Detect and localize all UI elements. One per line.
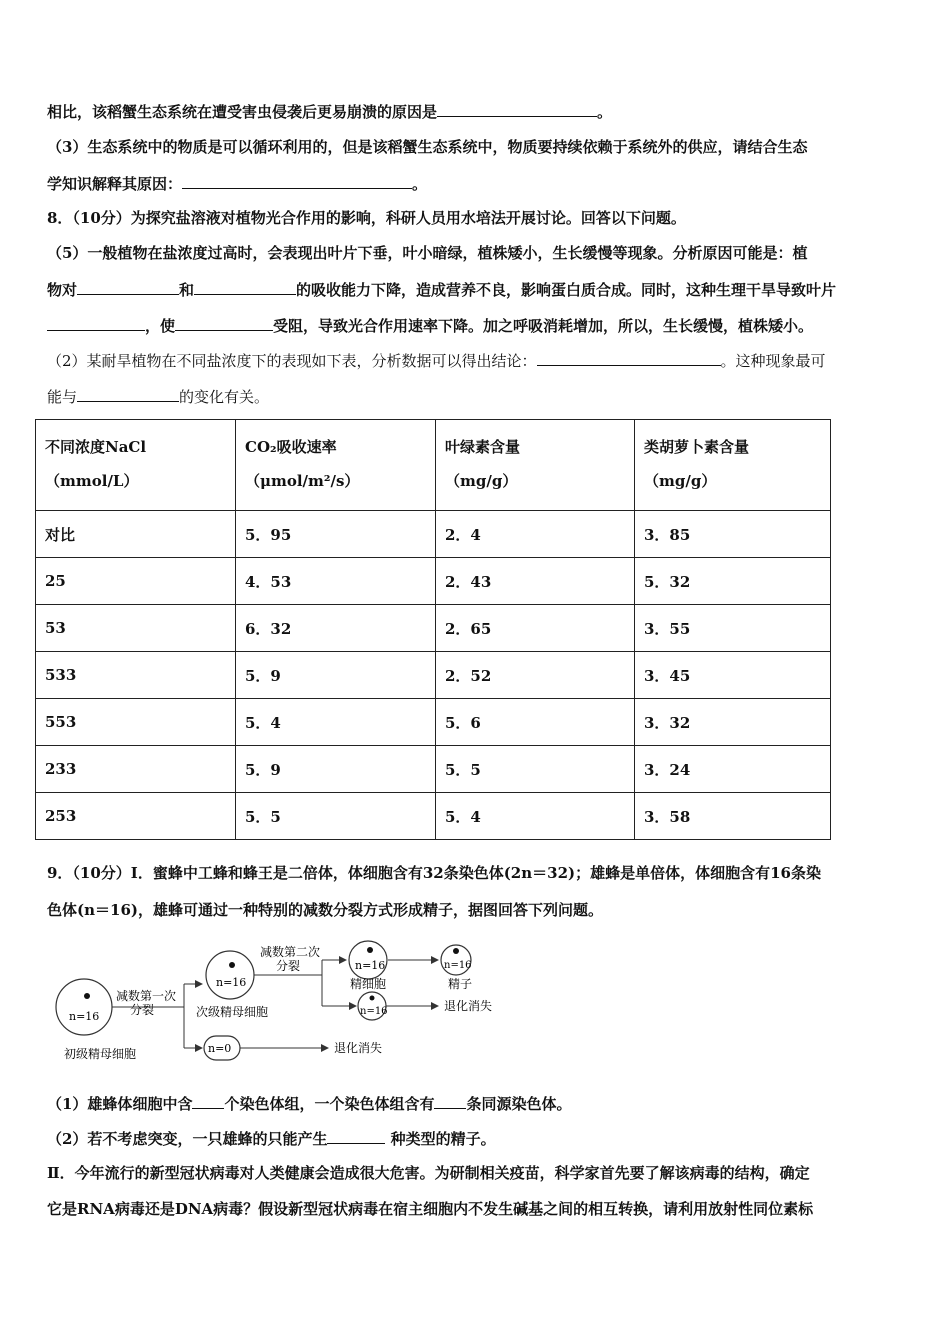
cell-label: n=16 (360, 1006, 388, 1017)
table-cell: 5．9 (236, 746, 436, 793)
table-cell: 533 (36, 652, 236, 699)
zero-cell (204, 1036, 240, 1060)
table-cell: 553 (36, 699, 236, 746)
table-cell: 25 (36, 558, 236, 605)
header-unit: （mg/g） (445, 472, 518, 490)
nacl-data-table (35, 419, 831, 840)
text-segment: 。 (412, 175, 428, 193)
table-cell: 3．32 (635, 699, 831, 746)
table-row (36, 746, 831, 793)
answer-blank[interactable] (327, 1127, 385, 1144)
question-9-title (47, 862, 910, 884)
table-cell: 53 (36, 605, 236, 652)
table-row (36, 699, 831, 746)
text-line (47, 1162, 910, 1184)
table-header-cell (436, 420, 635, 511)
table-cell: 3．85 (635, 511, 831, 558)
text-segment: （1）雄蜂体细胞中含 (47, 1095, 193, 1113)
text-line (47, 349, 910, 372)
text-line (47, 242, 910, 264)
secondary-label: 次级精母细胞 (196, 1005, 269, 1019)
secondary-spermatocyte (196, 951, 268, 1019)
header-unit: （μmol/m²/s） (245, 472, 360, 490)
answer-blank[interactable] (192, 1092, 224, 1109)
text-line (47, 314, 910, 337)
text-segment: Ⅱ．今年流行的新型冠状病毒对人类健康会造成很大危害。为研制相关疫苗，科学家首先要了解该病毒的结构，确定 (47, 1164, 810, 1182)
table-cell: 5．5 (436, 746, 635, 793)
table-cell: 对比 (36, 511, 236, 558)
table-cell: 2．4 (436, 511, 635, 558)
spermatid (349, 941, 387, 991)
text-segment: 色体(n＝16)，雄蜂可通过一种特别的减数分裂方式形成精子，据图回答下列问题。 (47, 901, 603, 919)
table-header-row (36, 420, 831, 511)
small-degenerate-cell (358, 992, 388, 1020)
sperm (441, 945, 472, 991)
spermatid-label: 精细胞 (350, 977, 387, 991)
table-header-cell (236, 420, 436, 511)
text-segment: 8．（10分）为探究盐溶液对植物光合作用的影响，科研人员用水培法开展讨论。回答以下问题。 (47, 209, 686, 227)
degenerate-label: 退化消失 (444, 999, 493, 1013)
header-text: 不同浓度NaCl (45, 438, 147, 456)
table-row (36, 511, 831, 558)
text-segment: 学知识解释其原因： (47, 175, 183, 193)
table-cell: 3．24 (635, 746, 831, 793)
header-text: CO₂吸收速率 (245, 438, 337, 456)
header-unit: （mmol/L） (45, 472, 139, 490)
header-text: 叶绿素含量 (445, 438, 521, 456)
answer-blank[interactable] (194, 278, 296, 295)
text-segment: 相比，该稻蟹生态系统在遭受害虫侵袭后更易崩溃的原因是 (47, 103, 438, 121)
text-line (47, 1092, 910, 1115)
text-line (47, 385, 910, 408)
meiosis2-label-2: 分裂 (276, 959, 301, 973)
answer-blank[interactable] (77, 278, 179, 295)
text-line (47, 1127, 910, 1150)
table-row (36, 793, 831, 840)
meiosis1-label: 减数第一次 (116, 989, 177, 1003)
text-segment: 受阻，导致光合作用速率下降。加之呼吸消耗增加，所以，生长缓慢，植株矮小。 (273, 317, 814, 335)
table-cell: 253 (36, 793, 236, 840)
table-cell: 6．32 (236, 605, 436, 652)
text-segment: 。这种现象最可 (720, 352, 826, 370)
header-unit: （mg/g） (644, 472, 717, 490)
text-line (47, 1198, 910, 1220)
text-line (47, 899, 910, 921)
text-segment: 的吸收能力下降，造成营养不良，影响蛋白质合成。同时，这种生理干旱导致叶片 (296, 281, 837, 299)
table-cell: 4．53 (236, 558, 436, 605)
text-line (47, 100, 910, 123)
table-row (36, 558, 831, 605)
text-segment: （2）某耐旱植物在不同盐浓度下的表现如下表，分析数据可以得出结论： (47, 352, 537, 370)
degenerate-label: 退化消失 (334, 1041, 383, 1055)
table-header-cell (635, 420, 831, 511)
text-segment: 它是RNA病毒还是DNA病毒？假设新型冠状病毒在宿主细胞内不发生碱基之间的相互转换，请利用放射性同位素标 (47, 1200, 814, 1218)
table-cell: 3．58 (635, 793, 831, 840)
text-line (47, 172, 910, 195)
header-text: 类胡萝卜素含量 (644, 438, 750, 456)
table-cell: 5．5 (236, 793, 436, 840)
answer-blank[interactable] (47, 314, 145, 331)
text-segment: ，使 (145, 317, 176, 335)
answer-blank[interactable] (175, 314, 273, 331)
table-cell: 5．6 (436, 699, 635, 746)
cell-label: n=0 (208, 1042, 232, 1055)
meiosis2-label: 减数第二次 (260, 945, 321, 959)
question-8-title (47, 207, 910, 229)
text-segment: 和 (179, 281, 195, 299)
text-segment: 物对 (47, 281, 78, 299)
table-cell: 5．4 (236, 699, 436, 746)
table-cell: 2．65 (436, 605, 635, 652)
answer-blank[interactable] (77, 385, 179, 402)
table-cell: 3．45 (635, 652, 831, 699)
meiosis1-label-2: 分裂 (130, 1003, 155, 1017)
text-segment: 。 (597, 103, 613, 121)
cell-label: n=16 (216, 976, 247, 989)
text-line (47, 136, 910, 158)
text-segment: 能与 (47, 388, 78, 406)
text-segment: （5）一般植物在盐浓度过高时，会表现出叶片下垂，叶小暗绿，植株矮小，生长缓慢等现象。分析原因可能是：植 (47, 244, 808, 262)
text-segment: （3）生态系统中的物质是可以循环利用的，但是该稻蟹生态系统中，物质要持续依赖于系统外的供应，请结合生态 (47, 138, 808, 156)
primary-label: 初级精母细胞 (64, 1047, 137, 1061)
text-segment: 条同源染色体。 (466, 1095, 572, 1113)
table-cell: 5．32 (635, 558, 831, 605)
answer-blank[interactable] (182, 172, 412, 189)
cell-label: n=16 (355, 959, 386, 972)
text-segment: （2）若不考虑突变，一只雄蜂的只能产生 (47, 1130, 328, 1148)
text-segment: 9．（10分）Ⅰ．蜜蜂中工蜂和蜂王是二倍体，体细胞含有32条染色体(2n＝32)；雄蜂是单倍体，体细胞含有16条染 (47, 864, 821, 882)
table-header-cell (36, 420, 236, 511)
cell-label: n=16 (444, 960, 472, 971)
table-cell: 3．55 (635, 605, 831, 652)
meiosis-diagram (50, 940, 510, 1070)
answer-blank[interactable] (434, 1092, 466, 1109)
text-segment: 种类型的精子。 (385, 1130, 496, 1148)
cell-label: n=16 (69, 1010, 100, 1023)
text-line (47, 278, 910, 301)
table-cell: 5．9 (236, 652, 436, 699)
text-segment: 的变化有关。 (179, 388, 270, 406)
table-row (36, 605, 831, 652)
sperm-label: 精子 (448, 977, 473, 991)
table-cell: 2．43 (436, 558, 635, 605)
text-segment: 个染色体组，一个染色体组含有 (224, 1095, 435, 1113)
table-cell: 233 (36, 746, 236, 793)
answer-blank[interactable] (437, 100, 597, 117)
table-cell: 2．52 (436, 652, 635, 699)
table-cell: 5．4 (436, 793, 635, 840)
answer-blank[interactable] (537, 349, 721, 366)
table-cell: 5．95 (236, 511, 436, 558)
table-row (36, 652, 831, 699)
